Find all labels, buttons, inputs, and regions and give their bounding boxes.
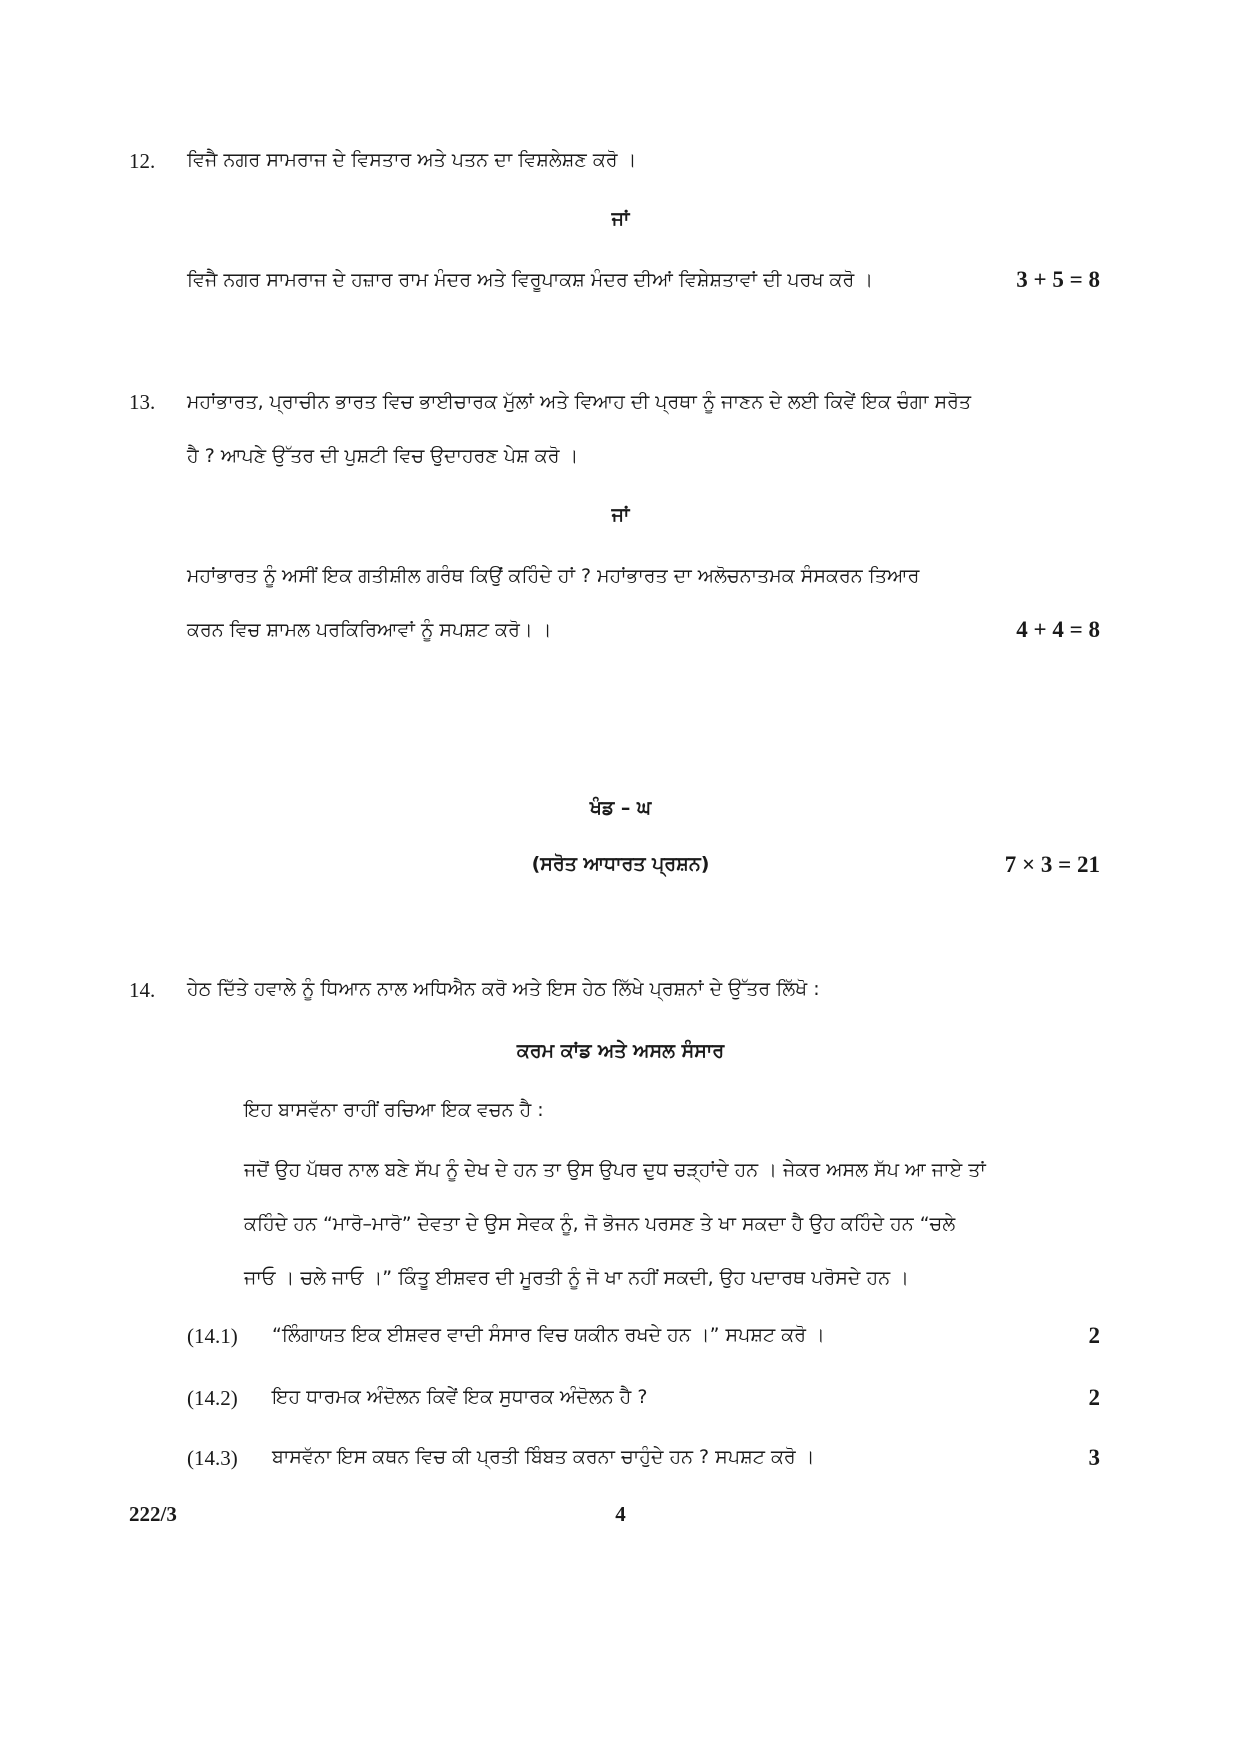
subquestion-14-1-number: (14.1) — [187, 1324, 238, 1348]
passage-title: ਕਰਮ ਕਾਂਡ ਅਤੇ ਅਸਲ ਸੰਸਾਰ — [516, 1040, 725, 1062]
question-12-marks: 3 + 5 = 8 — [1016, 267, 1100, 292]
question-14-instruction: ਹੇਠ ਦਿੱਤੇ ਹਵਾਲੇ ਨੂੰ ਧਿਆਨ ਨਾਲ ਅਧਿਐਨ ਕਰੋ ਅਤੇ ਇਸ ਹੇਠ ਲਿੱਖੇ ਪ੍ਰਸ਼ਨਾਂ ਦੇ ਉੱਤਰ ਲਿੱਖੋ : — [187, 978, 820, 1000]
subquestion-14-2-number: (14.2) — [187, 1386, 238, 1410]
subquestion-14-3-marks: 3 — [1088, 1445, 1100, 1470]
subquestion-14-3-number: (14.3) — [187, 1446, 238, 1470]
passage-line-2: ਕਹਿੰਦੇ ਹਨ “ਮਾਰੋ–ਮਾਰੋ” ਦੇਵਤਾ ਦੇ ਉਸ ਸੇਵਕ ਨੂੰ, ਜੋ ਭੋਜਨ ਪਰਸਣ ਤੇ ਖਾ ਸਕਦਾ ਹੈ ਉਹ ਕਹਿੰਦੇ ਹਨ “ਚਲੇ — [244, 1213, 956, 1235]
subquestion-14-2-marks: 2 — [1088, 1385, 1100, 1410]
subquestion-14-2-text: ਇਹ ਧਾਰਮਕ ਅੰਦੋਲਨ ਕਿਵੇਂ ਇਕ ਸੁਧਾਰਕ ਅੰਦੋਲਨ ਹੈ ? — [272, 1386, 648, 1408]
question-13-marks: 4 + 4 = 8 — [1016, 617, 1100, 642]
passage-line-3: ਜਾਓ । ਚਲੇ ਜਾਓ ।” ਕਿੰਤੂ ਈਸ਼ਵਰ ਦੀ ਮੂਰਤੀ ਨੂੰ ਜੋ ਖਾ ਨਹੀਂ ਸਕਦੀ, ਉਹ ਪਦਾਰਥ ਪਰੋਸਦੇ ਹਨ । — [244, 1267, 909, 1289]
subquestion-14-3-text: ਬਾਸਵੱਨਾ ਇਸ ਕਥਨ ਵਿਚ ਕੀ ਪ੍ਰਤੀ ਬਿੰਬਤ ਕਰਨਾ ਚਾਹੁੰਦੇ ਹਨ ? ਸਪਸ਼ਟ ਕਰੋ । — [272, 1446, 815, 1468]
page-number: 4 — [615, 1502, 626, 1526]
question-12-text: ਵਿਜੈ ਨਗਰ ਸਾਮਰਾਜ ਦੇ ਵਿਸਤਾਰ ਅਤੇ ਪਤਨ ਦਾ ਵਿਸ਼ਲੇਸ਼ਣ ਕਰੋ । — [187, 149, 637, 171]
section-marks: 7 × 3 = 21 — [1004, 852, 1100, 877]
question-12-number: 12. — [129, 149, 156, 173]
passage-line-1: ਜਦੋਂ ਉਹ ਪੱਥਰ ਨਾਲ ਬਣੇ ਸੱਪ ਨੂੰ ਦੇਖ ਦੇ ਹਨ ਤਾ ਉਸ ਉਪਰ ਦੁਧ ਚੜ੍ਹਾਂਦੇ ਹਨ । ਜੇਕਰ ਅਸਲ ਸੱਪ ਆ ਜਾਏ ਤਾਂ — [244, 1159, 986, 1181]
question-13-or: ਜਾਂ — [611, 504, 630, 526]
section-subtitle: (ਸਰੋਤ ਆਧਾਰਤ ਪ੍ਰਸ਼ਨ) — [531, 853, 710, 875]
question-13-line-1: ਮਹਾਂਭਾਰਤ, ਪ੍ਰਾਚੀਨ ਭਾਰਤ ਵਿਚ ਭਾਈਚਾਰਕ ਮੁੱਲਾਂ ਅਤੇ ਵਿਆਹ ਦੀ ਪ੍ਰਥਾ ਨੂੰ ਜਾਣਨ ਦੇ ਲਈ ਕਿਵੇਂ ਇਕ ਚੰਗਾ ਸਰੋਤ — [187, 391, 972, 413]
question-13-line-2: ਹੈ ? ਆਪਣੇ ਉੱਤਰ ਦੀ ਪੁਸ਼ਟੀ ਵਿਚ ਉਦਾਹਰਣ ਪੇਸ਼ ਕਰੋ । — [187, 445, 579, 467]
passage-intro: ਇਹ ਬਾਸਵੱਨਾ ਰਾਹੀਂ ਰਚਿਆ ਇਕ ਵਚਨ ਹੈ : — [244, 1099, 544, 1121]
question-14-number: 14. — [129, 978, 156, 1002]
section-title: ਖੰਡ – ਘ — [589, 797, 652, 819]
paper-code: 222/3 — [129, 1502, 177, 1526]
question-13-alternative-line-2: ਕਰਨ ਵਿਚ ਸ਼ਾਮਲ ਪਰਕਿਰਿਆਵਾਂ ਨੂੰ ਸਪਸ਼ਟ ਕਰੋ। । — [187, 619, 552, 641]
question-12-or: ਜਾਂ — [611, 208, 630, 230]
subquestion-14-1-marks: 2 — [1088, 1323, 1100, 1348]
question-13-alternative-line-1: ਮਹਾਂਭਾਰਤ ਨੂੰ ਅਸੀਂ ਇਕ ਗਤੀਸ਼ੀਲ ਗਰੰਥ ਕਿਉਂ ਕਹਿੰਦੇ ਹਾਂ ? ਮਹਾਂਭਾਰਤ ਦਾ ਅਲੋਚਨਾਤਮਕ ਸੰਸਕਰਨ ਤਿਆਰ — [187, 565, 920, 587]
question-12-alternative-text: ਵਿਜੈ ਨਗਰ ਸਾਮਰਾਜ ਦੇ ਹਜ਼ਾਰ ਰਾਮ ਮੰਦਰ ਅਤੇ ਵਿਰੂਪਾਕਸ਼ ਮੰਦਰ ਦੀਆਂ ਵਿਸ਼ੇਸ਼ਤਾਵਾਂ ਦੀ ਪਰਖ ਕਰੋ । — [187, 269, 874, 291]
subquestion-14-1-text: “ਲਿੰਗਾਯਤ ਇਕ ਈਸ਼ਵਰ ਵਾਦੀ ਸੰਸਾਰ ਵਿਚ ਯਕੀਨ ਰਖਦੇ ਹਨ ।” ਸਪਸ਼ਟ ਕਰੋ । — [272, 1324, 825, 1346]
question-13-number: 13. — [129, 390, 156, 414]
